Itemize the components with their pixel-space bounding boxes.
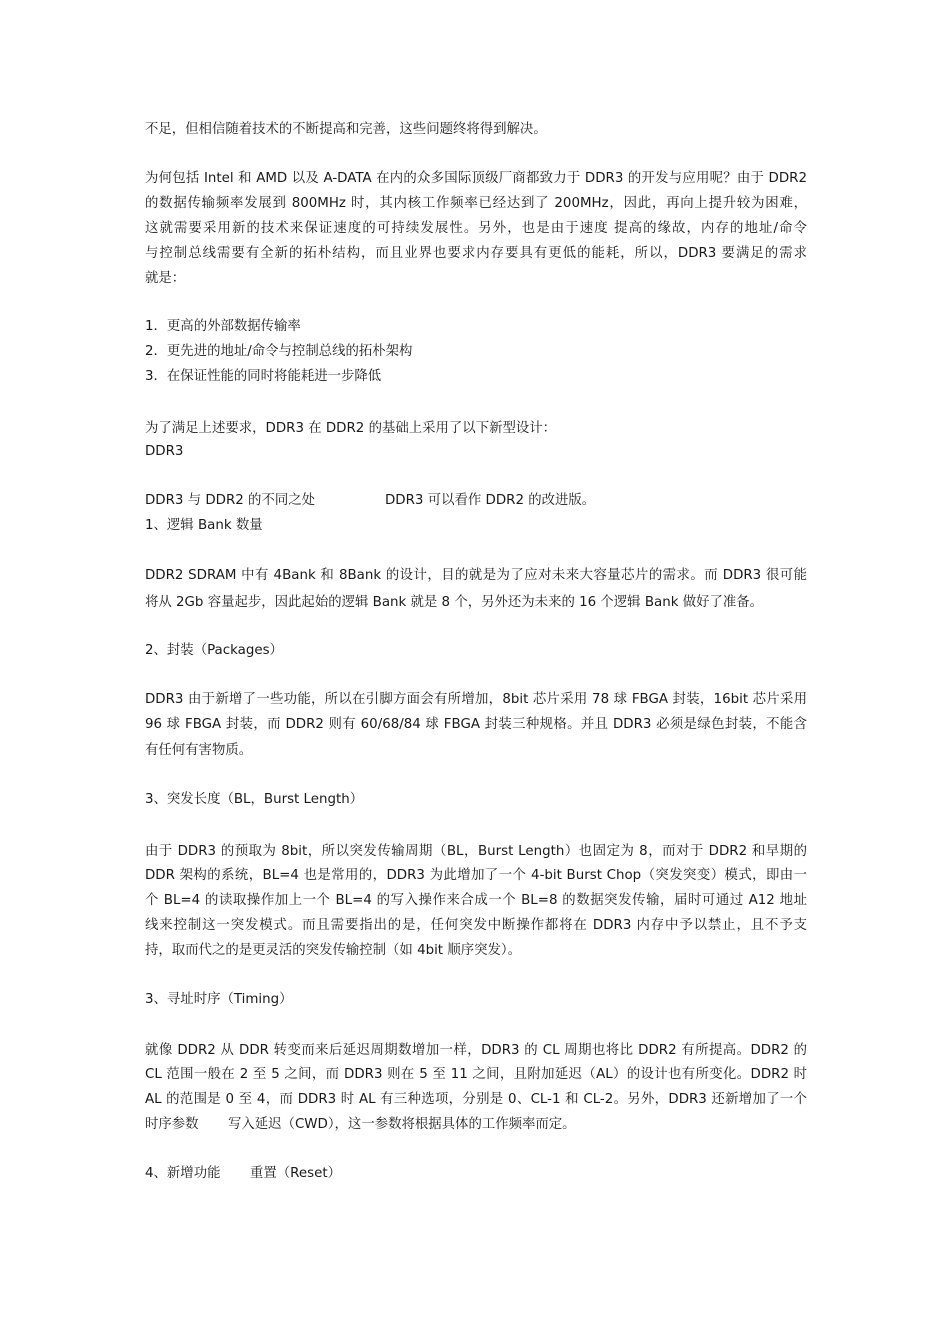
section-heading-new-feature: 4、新增功能 [145,1166,221,1181]
section-heading-bank: 1、逻辑 Bank 数量 [145,518,263,533]
timing-paragraph-line-4-label: 时序参数 [145,1117,199,1132]
timing-paragraph-line-3: AL 的范围是 0 至 4，而 DDR3 时 AL 有三种选项，分别是 0、CL-1 和 CL-2。另外，DDR3 还新增加了一个 [145,1092,807,1107]
why-paragraph-line-5: 就是： [145,271,186,286]
timing-paragraph-line-4-text: 写入延迟（CWD），这一参数将根据具体的工作频率而定。 [228,1117,576,1132]
diff-left-text: DDR3 与 DDR2 的不同之处 [145,493,316,508]
section-heading-packages: 2、封装（Packages） [145,643,283,658]
timing-paragraph-line-2: CL 范围一般在 2 至 5 之间，而 DDR3 则在 5 至 11 之间，且附加延迟（AL）的设计也有所变化。DDR2 时 [145,1067,807,1082]
diff-right-text: DDR3 可以看作 DDR2 的改进版。 [385,493,596,508]
design-line-1: 为了满足上述要求，DDR3 在 DDR2 的基础上采用了以下新型设计： [145,421,557,436]
why-paragraph-line-1: 为何包括 Intel 和 AMD 以及 A-DATA 在内的众多国际顶级厂商都致力于 DDR3 的开发与应用呢？由于 DDR2 [145,171,807,186]
intro-line: 不足，但相信随着技术的不断提高和完善，这些问题终将得到解决。 [145,122,547,137]
list-item-need-3: 3．在保证性能的同时将能耗进一步降低 [145,369,382,384]
burst-paragraph-line-5: 持，取而代之的是更灵活的突发传输控制（如 4bit 顺序突发）。 [145,943,521,958]
burst-paragraph-line-4: 线来控制这一突发模式。而且需要指出的是，任何突发中断操作都将在 DDR3 内存中予以禁止，且不予支 [145,918,807,933]
design-line-2: DDR3 [145,444,184,459]
bank-paragraph-line-1: DDR2 SDRAM 中有 4Bank 和 8Bank 的设计，目的就是为了应对未来大容量芯片的需求。而 DDR3 很可能 [145,568,807,583]
package-paragraph-line-2: 96 球 FBGA 封装，而 DDR2 则有 60/68/84 球 FBGA 封装三种规格。并且 DDR3 必须是绿色封装，不能含 [145,717,807,732]
section-heading-burst-length: 3、突发长度（BL，Burst Length） [145,792,364,807]
why-paragraph-line-3: 这就需要采用新的技术来保证速度的可持续发展性。另外，也是由于速度 提高的缘故，内存的地址/命令 [145,221,807,236]
package-paragraph-line-3: 有任何有害物质。 [145,743,253,758]
list-item-need-2: 2．更先进的地址/命令与控制总线的拓朴架构 [145,344,413,359]
timing-paragraph-line-1: 就像 DDR2 从 DDR 转变而来后延迟周期数增加一样，DDR3 的 CL 周期也将比 DDR2 有所提高。DDR2 的 [145,1043,807,1058]
burst-paragraph-line-1: 由于 DDR3 的预取为 8bit，所以突发传输周期（BL，Burst Length）也固定为 8，而对于 DDR2 和早期的 [145,844,807,859]
bank-paragraph-line-2: 将从 2Gb 容量起步，因此起始的逻辑 Bank 就是 8 个，另外还为未来的 16 个逻辑 Bank 做好了准备。 [145,595,764,610]
list-item-need-1: 1．更高的外部数据传输率 [145,319,301,334]
why-paragraph-line-2: 的数据传输频率发展到 800MHz 时，其内核工作频率已经达到了 200MHz，因此，再向上提升较为困难， [145,196,807,211]
package-paragraph-line-1: DDR3 由于新增了一些功能，所以在引脚方面会有所增加，8bit 芯片采用 78 球 FBGA 封装，16bit 芯片采用 [145,692,807,707]
burst-paragraph-line-2: DDR 架构的系统，BL=4 也是常用的，DDR3 为此增加了一个 4-bit Burst Chop（突发突变）模式，即由一 [145,868,807,883]
section-heading-reset: 重置（Reset） [250,1166,341,1181]
section-heading-timing: 3、寻址时序（Timing） [145,992,293,1007]
burst-paragraph-line-3: 个 BL=4 的读取操作加上一个 BL=4 的写入操作来合成一个 BL=8 的数据突发传输，届时可通过 A12 地址 [145,893,807,908]
why-paragraph-line-4: 与控制总线需要有全新的拓朴结构，而且业界也要求内存要具有更低的能耗，所以，DDR3 要满足的需求 [145,246,807,261]
